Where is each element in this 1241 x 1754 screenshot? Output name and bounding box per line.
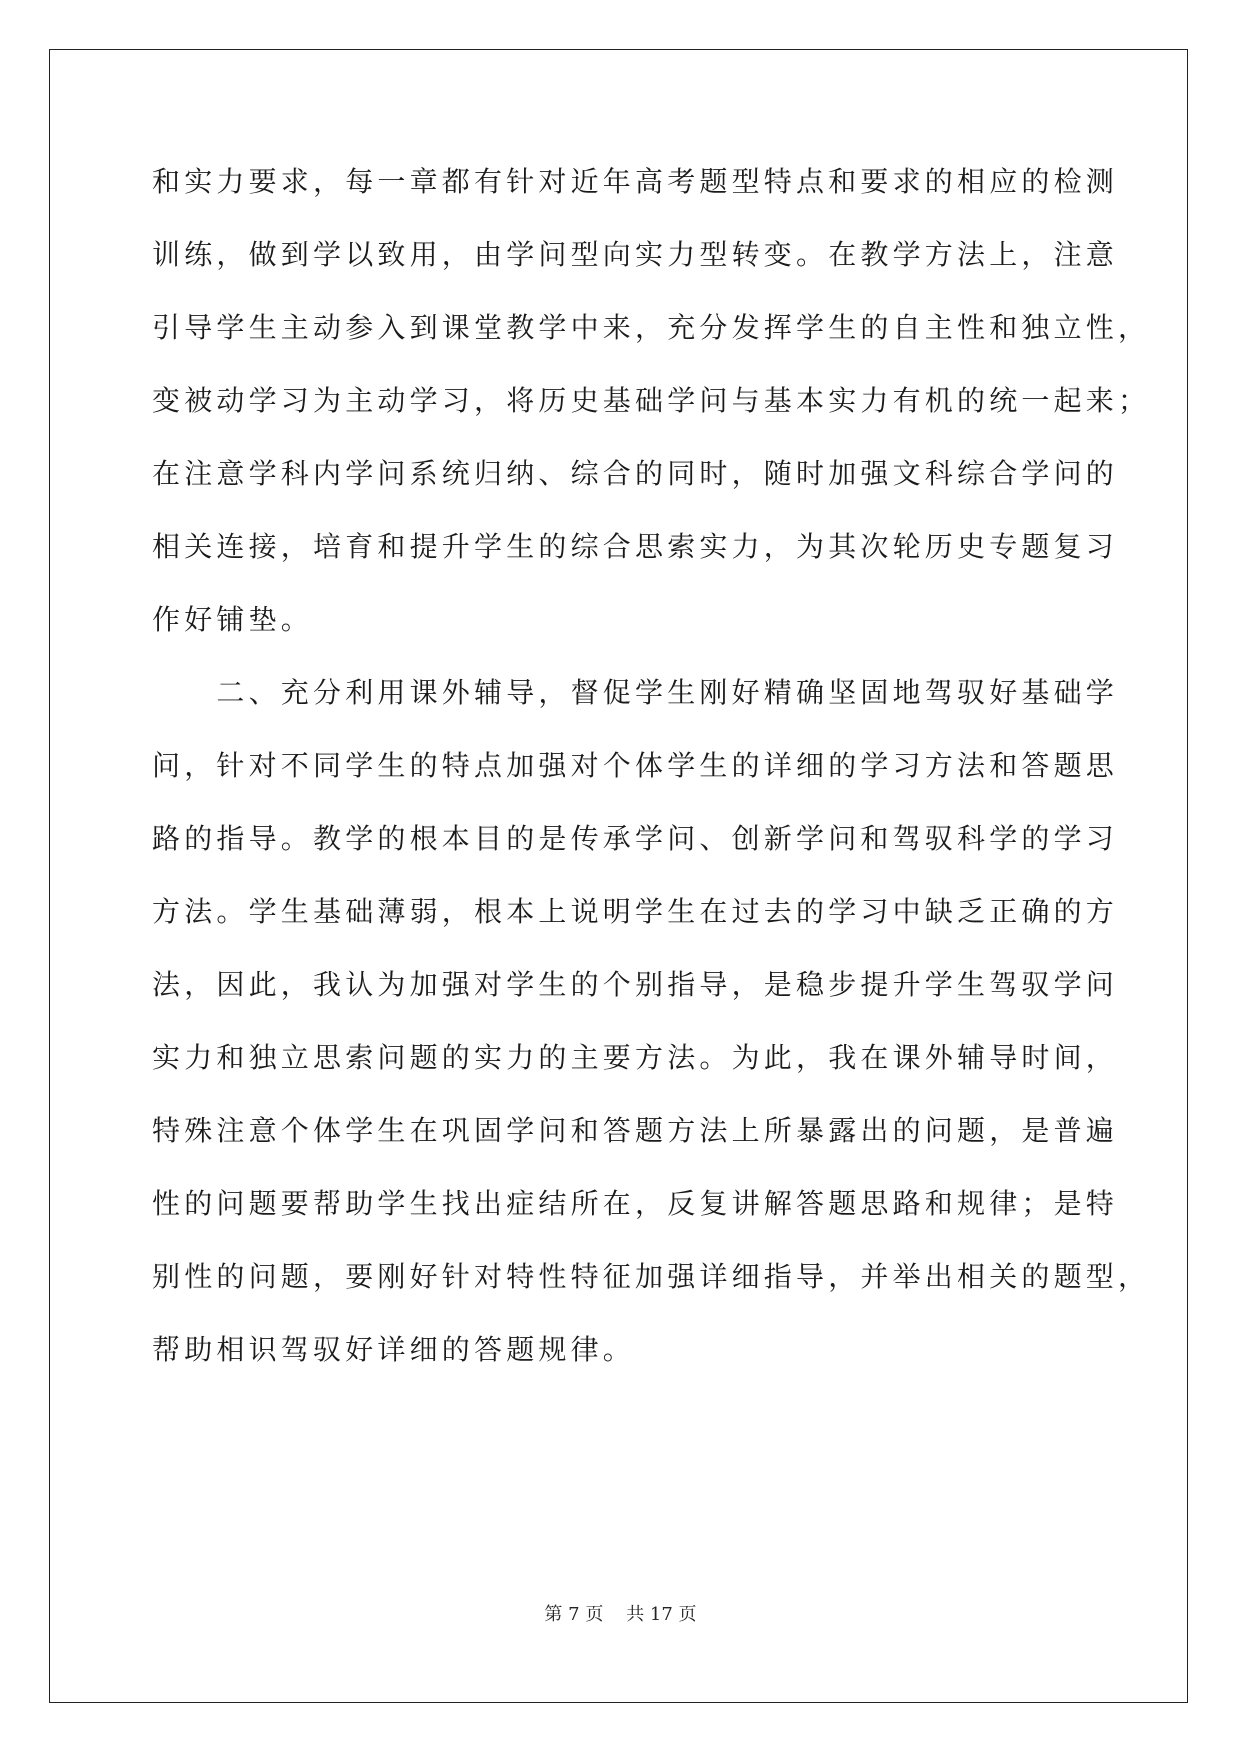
text-line: 和实力要求，每一章都有针对近年高考题型特点和要求的相应的检测 <box>152 165 1119 198</box>
text-line: 作好铺垫。 <box>152 603 314 636</box>
text-line: 相关连接，培育和提升学生的综合思索实力，为其次轮历史专题复习 <box>152 530 1119 563</box>
text-line: 问，针对不同学生的特点加强对个体学生的详细的学习方法和答题思 <box>152 749 1119 782</box>
text-line: 变被动学习为主动学习，将历史基础学问与基本实力有机的统一起来； <box>152 384 1151 417</box>
text-line: 实力和独立思索问题的实力的主要方法。为此，我在课外辅导时间， <box>152 1041 1119 1074</box>
text-line: 引导学生主动参入到课堂教学中来，充分发挥学生的自主性和独立性， <box>152 311 1151 344</box>
page-border <box>49 49 1188 1703</box>
text-line: 训练，做到学以致用，由学问型向实力型转变。在教学方法上，注意 <box>152 238 1119 271</box>
text-line: 二、充分利用课外辅导，督促学生刚好精确坚固地驾驭好基础学 <box>152 676 1119 709</box>
text-line: 帮助相识驾驭好详细的答题规律。 <box>152 1333 636 1366</box>
text-line: 路的指导。教学的根本目的是传承学问、创新学问和驾驭科学的学习 <box>152 822 1119 855</box>
text-line: 方法。学生基础薄弱，根本上说明学生在过去的学习中缺乏正确的方 <box>152 895 1119 928</box>
text-line: 性的问题要帮助学生找出症结所在，反复讲解答题思路和规律；是特 <box>152 1187 1119 1220</box>
text-line: 特殊注意个体学生在巩固学问和答题方法上所暴露出的问题，是普遍 <box>152 1114 1119 1147</box>
page-footer: 第 7 页 共 17 页 <box>544 1604 697 1625</box>
text-line: 别性的问题，要刚好针对特性特征加强详细指导，并举出相关的题型， <box>152 1260 1151 1293</box>
text-line: 在注意学科内学问系统归纳、综合的同时，随时加强文科综合学问的 <box>152 457 1119 490</box>
text-line: 法，因此，我认为加强对学生的个别指导，是稳步提升学生驾驭学问 <box>152 968 1119 1001</box>
